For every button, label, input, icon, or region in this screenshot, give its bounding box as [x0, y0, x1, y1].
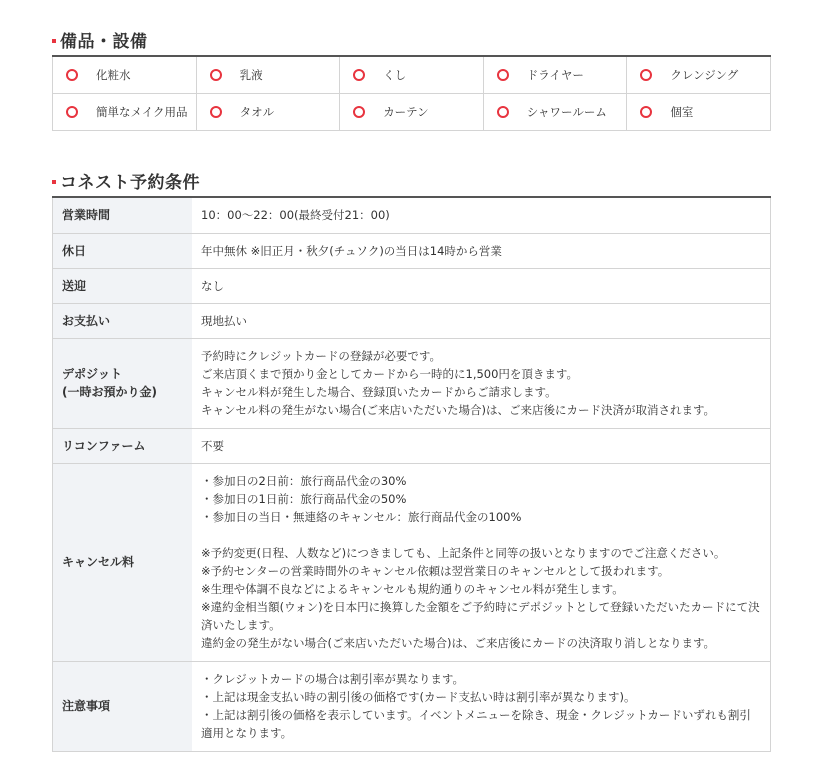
- row-value: 不要: [192, 428, 771, 463]
- conditions-table: [52, 196, 771, 752]
- circle-mark-icon: [210, 69, 222, 81]
- row-label: 送迎: [53, 268, 193, 303]
- row-value: 10：00～22：00(最終受付21：00): [192, 197, 771, 233]
- circle-mark-icon: [66, 106, 78, 118]
- amenity-item: カーテン: [340, 94, 484, 131]
- circle-mark-icon: [66, 69, 78, 81]
- circle-mark-icon: [640, 106, 652, 118]
- amenities-row: [53, 94, 771, 131]
- amenity-item: 個室: [627, 94, 771, 131]
- amenity-item: クレンジング: [627, 56, 771, 94]
- condition-row-holiday: [53, 233, 771, 268]
- amenity-item: くし: [340, 56, 484, 94]
- condition-row-payment: [53, 303, 771, 338]
- amenity-item: 化粧水: [53, 56, 197, 94]
- circle-mark-icon: [497, 69, 509, 81]
- row-label: 注意事項: [53, 661, 193, 751]
- conditions-title-text: コネスト予約条件: [60, 173, 200, 193]
- amenity-item: 簡単なメイク用品: [53, 94, 197, 131]
- row-value: 現地払い: [192, 303, 771, 338]
- condition-row-hours: [53, 197, 771, 233]
- row-value: ・参加日の2日前：旅行商品代金の30% ・参加日の1日前：旅行商品代金の50% ・参加日の当日・無連絡のキャンセル：旅行商品代金の100% ※予約変更(日程、人数など)につきましても、上記条件と同等の扱いとなりますのでご注意ください。 ※予約センターの営業時間外のキャンセル依頼は翌営業日のキャンセルとして扱われます。 ※生理や体調不良などによるキャンセルも規約通りのキャンセル料が発生します。 ※違約金相当額(ウォン)を日本円に換算した金額をご予約時にデポジットとして登録いただいたカードにて決済いたします。 違約金の発生がない場合(ご来店いただいた場合)は、ご来店後にカードの決済取り消しとなります。: [192, 463, 771, 661]
- amenity-item: タオル: [196, 94, 340, 131]
- circle-mark-icon: [210, 106, 222, 118]
- circle-mark-icon: [640, 69, 652, 81]
- amenity-item: シャワールーム: [483, 94, 627, 131]
- row-value: 年中無休 ※旧正月・秋夕(チュソク)の当日は14時から営業: [192, 233, 771, 268]
- condition-row-notes: [53, 661, 771, 751]
- row-value: なし: [192, 268, 771, 303]
- circle-mark-icon: [353, 106, 365, 118]
- row-label: 営業時間: [53, 197, 193, 233]
- condition-row-reconfirm: [53, 428, 771, 463]
- amenities-section-title: [52, 27, 148, 52]
- row-label: キャンセル料: [53, 463, 193, 661]
- amenities-title-text: 備品・設備: [60, 32, 148, 52]
- row-label: リコンファーム: [53, 428, 193, 463]
- condition-row-cancel: [53, 463, 771, 661]
- circle-mark-icon: [497, 106, 509, 118]
- spacer: [201, 526, 770, 544]
- title-marker: [52, 180, 56, 184]
- title-marker: [52, 39, 56, 43]
- amenity-item: 乳液: [196, 56, 340, 94]
- row-label: お支払い: [53, 303, 193, 338]
- circle-mark-icon: [353, 69, 365, 81]
- condition-row-pickup: [53, 268, 771, 303]
- amenity-item: ドライヤー: [483, 56, 627, 94]
- amenities-table: [52, 55, 771, 131]
- condition-row-deposit: [53, 338, 771, 428]
- row-label: 休日: [53, 233, 193, 268]
- amenities-row: [53, 56, 771, 94]
- row-value: 予約時にクレジットカードの登録が必要です。 ご来店頂くまで預かり金としてカードから一時的に1,500円を頂きます。 キャンセル料が発生した場合、登録頂いたカードからご請求します。 キャンセル料の発生がない場合(ご来店いただいた場合)は、ご来店後にカード決済が取消されます。: [192, 338, 771, 428]
- row-label: デポジット (一時お預かり金): [53, 338, 193, 428]
- conditions-section-title: [52, 168, 200, 193]
- row-value: ・クレジットカードの場合は割引率が異なります。 ・上記は現金支払い時の割引後の価格です(カード支払い時は割引率が異なります)。 ・上記は割引後の価格を表示しています。イベントメニューを除き、現金・クレジットカードいずれも割引適用となります。: [192, 661, 771, 751]
